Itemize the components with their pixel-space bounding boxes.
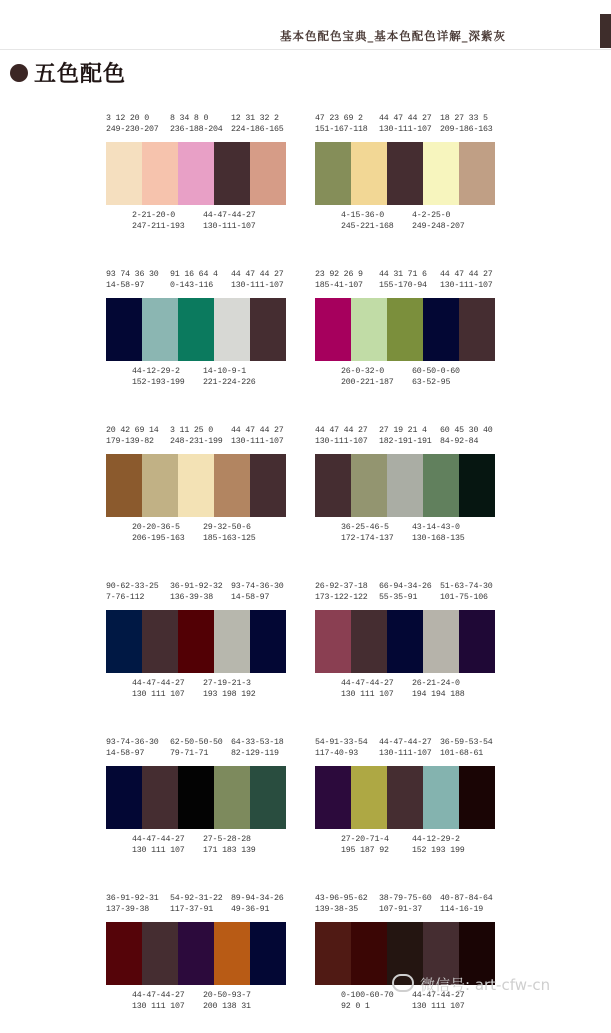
color-code-top	[315, 893, 379, 915]
color-swatch	[142, 298, 178, 361]
color-swatch	[315, 454, 351, 517]
cmyk-value: 4-15-36-0	[341, 211, 385, 220]
color-swatch	[250, 610, 286, 673]
rgb-value: 130 111 107	[341, 690, 394, 699]
cmyk-value: 3 11 25 0	[170, 426, 214, 435]
color-code-top	[231, 737, 295, 759]
swatch-strip	[315, 610, 495, 673]
color-code-top	[106, 425, 170, 447]
color-code-top	[379, 581, 443, 603]
color-swatch	[250, 142, 286, 205]
rgb-value: 130-111-107	[440, 281, 493, 290]
cmyk-value: 20-50-93-7	[203, 991, 251, 1000]
rgb-value: 173-122-122	[315, 593, 368, 602]
palette-group	[315, 425, 497, 565]
cmyk-value: 44 31 71 6	[379, 270, 427, 279]
cmyk-value: 43-14-43-0	[412, 523, 460, 532]
color-swatch	[351, 922, 387, 985]
color-swatch	[351, 766, 387, 829]
rgb-value: 179-139-82	[106, 437, 154, 446]
color-swatch	[315, 766, 351, 829]
rgb-value: 200 138 31	[203, 1002, 251, 1011]
color-code-bottom	[132, 366, 196, 388]
rgb-value: 7-76-112	[106, 593, 145, 602]
color-code-bottom	[341, 678, 405, 700]
color-code-bottom	[132, 678, 196, 700]
color-code-top	[440, 581, 504, 603]
rgb-value: 55-35-91	[379, 593, 418, 602]
cmyk-value: 44-47-44-27	[379, 738, 432, 747]
cmyk-value: 89-94-34-26	[231, 894, 284, 903]
color-code-top	[106, 269, 170, 291]
color-code-bottom	[412, 366, 476, 388]
color-swatch	[351, 142, 387, 205]
color-swatch	[106, 298, 142, 361]
color-code-top	[379, 893, 443, 915]
rgb-value: 130-111-107	[231, 437, 284, 446]
breadcrumb-header: 基本色配色宝典_基本色配色详解_深紫灰	[280, 29, 506, 43]
cmyk-value: 43-96-95-62	[315, 894, 368, 903]
cmyk-value: 18 27 33 5	[440, 114, 488, 123]
color-code-bottom	[412, 210, 476, 232]
rgb-value: 193 198 192	[203, 690, 256, 699]
rgb-value: 130-111-107	[379, 125, 432, 134]
rgb-value: 221-224-226	[203, 378, 256, 387]
rgb-value: 172-174-137	[341, 534, 394, 543]
swatch-strip	[106, 610, 286, 673]
color-swatch	[106, 766, 142, 829]
cmyk-value: 54-91-33-54	[315, 738, 368, 747]
color-code-bottom	[341, 210, 405, 232]
cmyk-value: 12 31 32 2	[231, 114, 279, 123]
rgb-value: 171 183 139	[203, 846, 256, 855]
rgb-value: 206-195-163	[132, 534, 185, 543]
color-swatch	[178, 454, 214, 517]
cmyk-value: 0-100-60-70	[341, 991, 394, 1000]
watermark	[392, 974, 602, 996]
color-code-bottom	[341, 366, 405, 388]
cmyk-value: 66-94-34-26	[379, 582, 432, 591]
color-code-bottom	[412, 522, 476, 544]
palette-group	[106, 893, 288, 1033]
color-code-top	[170, 581, 234, 603]
palette-group	[106, 269, 288, 409]
color-swatch	[387, 298, 423, 361]
cmyk-value: 40-87-84-64	[440, 894, 493, 903]
swatch-strip	[315, 766, 495, 829]
color-code-top	[231, 113, 295, 135]
rgb-value: 247-211-193	[132, 222, 185, 231]
palette-group	[315, 737, 497, 877]
header-accent-bar	[600, 14, 611, 48]
cmyk-value: 93-74-36-30	[106, 738, 159, 747]
color-swatch	[106, 142, 142, 205]
cmyk-value: 36-25-46-5	[341, 523, 389, 532]
rgb-value: 130-111-107	[315, 437, 368, 446]
color-code-bottom	[412, 678, 476, 700]
color-swatch	[214, 454, 250, 517]
cmyk-value: 44-12-29-2	[132, 367, 180, 376]
color-swatch	[315, 142, 351, 205]
color-swatch	[387, 142, 423, 205]
color-code-bottom	[203, 210, 267, 232]
cmyk-value: 26-21-24-0	[412, 679, 460, 688]
color-code-top	[440, 737, 504, 759]
rgb-value: 130 111 107	[412, 1002, 465, 1011]
color-code-bottom	[341, 522, 405, 544]
swatch-strip	[106, 922, 286, 985]
color-swatch	[387, 454, 423, 517]
cmyk-value: 44-12-29-2	[412, 835, 460, 844]
rgb-value: 185-163-125	[203, 534, 256, 543]
color-swatch	[142, 610, 178, 673]
cmyk-value: 44 47 44 27	[440, 270, 493, 279]
color-swatch	[142, 454, 178, 517]
rgb-value: 130 111 107	[132, 846, 185, 855]
palette-group	[106, 581, 288, 721]
color-swatch	[142, 922, 178, 985]
palette-group	[315, 269, 497, 409]
rgb-value: 137-39-38	[106, 905, 150, 914]
cmyk-value: 27-19-21-3	[203, 679, 251, 688]
header-divider	[0, 49, 611, 50]
color-swatch	[387, 766, 423, 829]
wechat-icon	[392, 974, 414, 992]
rgb-value: 63-52-95	[412, 378, 451, 387]
color-swatch	[423, 766, 459, 829]
cmyk-value: 36-91-92-31	[106, 894, 159, 903]
color-swatch	[214, 298, 250, 361]
rgb-value: 14-58-97	[231, 593, 270, 602]
color-swatch	[315, 610, 351, 673]
section-title: 五色配色	[34, 62, 127, 87]
color-swatch	[459, 454, 495, 517]
rgb-value: 185-41-107	[315, 281, 363, 290]
rgb-value: 155-170-94	[379, 281, 427, 290]
rgb-value: 130 111 107	[132, 690, 185, 699]
cmyk-value: 36-91-92-32	[170, 582, 223, 591]
color-swatch	[250, 766, 286, 829]
cmyk-value: 60 45 30 40	[440, 426, 493, 435]
cmyk-value: 23 92 26 9	[315, 270, 363, 279]
color-code-top	[106, 113, 170, 135]
bullet-icon	[10, 64, 28, 82]
cmyk-value: 26-92-37-18	[315, 582, 368, 591]
color-swatch	[214, 766, 250, 829]
cmyk-value: 44 47 44 27	[379, 114, 432, 123]
color-swatch	[351, 610, 387, 673]
cmyk-value: 44 47 44 27	[315, 426, 368, 435]
cmyk-value: 27 19 21 4	[379, 426, 427, 435]
rgb-value: 249-230-207	[106, 125, 159, 134]
cmyk-value: 3 12 20 0	[106, 114, 150, 123]
color-swatch	[459, 766, 495, 829]
cmyk-value: 44 47 44 27	[231, 426, 284, 435]
rgb-value: 136-39-38	[170, 593, 214, 602]
rgb-value: 14-58-97	[106, 749, 145, 758]
rgb-value: 245-221-168	[341, 222, 394, 231]
rgb-value: 152-193-199	[132, 378, 185, 387]
color-code-top	[170, 893, 234, 915]
color-code-top	[170, 113, 234, 135]
color-code-top	[231, 269, 295, 291]
color-code-top	[440, 113, 504, 135]
color-code-top	[315, 737, 379, 759]
rgb-value: 182-191-191	[379, 437, 432, 446]
rgb-value: 130-168-135	[412, 534, 465, 543]
cmyk-value: 47 23 69 2	[315, 114, 363, 123]
color-code-top	[379, 425, 443, 447]
cmyk-value: 20-20-36-5	[132, 523, 180, 532]
color-swatch	[315, 298, 351, 361]
palette-group	[106, 425, 288, 565]
color-swatch	[459, 298, 495, 361]
swatch-strip	[315, 298, 495, 361]
rgb-value: 84-92-84	[440, 437, 479, 446]
color-code-bottom	[203, 366, 267, 388]
rgb-value: 117-37-91	[170, 905, 214, 914]
color-swatch	[351, 454, 387, 517]
cmyk-value: 14-10-9-1	[203, 367, 247, 376]
color-swatch	[315, 922, 351, 985]
palette-group	[106, 113, 288, 253]
watermark-text: 微信号: art-cfw-cn	[420, 976, 551, 994]
rgb-value: 117-40-93	[315, 749, 359, 758]
color-swatch	[106, 610, 142, 673]
color-code-bottom	[203, 678, 267, 700]
cmyk-value: 60-50-0-60	[412, 367, 460, 376]
cmyk-value: 62-50-50-50	[170, 738, 223, 747]
color-code-bottom	[203, 834, 267, 856]
color-swatch	[423, 142, 459, 205]
rgb-value: 114-16-19	[440, 905, 484, 914]
cmyk-value: 44 47 44 27	[231, 270, 284, 279]
cmyk-value: 44-47-44-27	[341, 679, 394, 688]
cmyk-value: 93-74-36-30	[231, 582, 284, 591]
cmyk-value: 27-5-28-28	[203, 835, 251, 844]
color-swatch	[178, 610, 214, 673]
color-code-top	[315, 113, 379, 135]
rgb-value: 130-111-107	[379, 749, 432, 758]
cmyk-value: 44-47-44-27	[132, 679, 185, 688]
cmyk-value: 4-2-25-0	[412, 211, 451, 220]
color-code-top	[170, 425, 234, 447]
rgb-value: 92 0 1	[341, 1002, 370, 1011]
color-code-bottom	[132, 522, 196, 544]
color-swatch	[106, 922, 142, 985]
rgb-value: 248-231-199	[170, 437, 223, 446]
rgb-value: 107-91-37	[379, 905, 423, 914]
color-swatch	[214, 922, 250, 985]
cmyk-value: 51-63-74-30	[440, 582, 493, 591]
color-code-bottom	[203, 990, 267, 1012]
cmyk-value: 8 34 8 0	[170, 114, 209, 123]
color-code-top	[315, 581, 379, 603]
color-code-top	[315, 425, 379, 447]
color-code-top	[106, 893, 170, 915]
color-swatch	[178, 922, 214, 985]
color-code-top	[231, 425, 295, 447]
color-code-top	[440, 425, 504, 447]
rgb-value: 130-111-107	[231, 281, 284, 290]
cmyk-value: 54-92-31-22	[170, 894, 223, 903]
swatch-strip	[106, 142, 286, 205]
color-swatch	[423, 610, 459, 673]
cmyk-value: 36-59-53-54	[440, 738, 493, 747]
color-swatch	[423, 454, 459, 517]
rgb-value: 152 193 199	[412, 846, 465, 855]
color-code-top	[231, 581, 295, 603]
cmyk-value: 2-21-20-0	[132, 211, 176, 220]
cmyk-value: 64-33-53-18	[231, 738, 284, 747]
rgb-value: 101-68-61	[440, 749, 484, 758]
color-swatch	[250, 298, 286, 361]
palette-group	[106, 737, 288, 877]
color-code-bottom	[132, 834, 196, 856]
rgb-value: 151-167-118	[315, 125, 368, 134]
rgb-value: 49-36-91	[231, 905, 270, 914]
color-code-bottom	[341, 834, 405, 856]
color-swatch	[423, 298, 459, 361]
rgb-value: 200-221-187	[341, 378, 394, 387]
rgb-value: 0-143-116	[170, 281, 214, 290]
rgb-value: 82-129-119	[231, 749, 279, 758]
color-code-top	[106, 737, 170, 759]
color-code-top	[170, 269, 234, 291]
color-swatch	[178, 766, 214, 829]
color-code-bottom	[132, 990, 196, 1012]
cmyk-value: 26-0-32-0	[341, 367, 385, 376]
rgb-value: 249-248-207	[412, 222, 465, 231]
color-swatch	[387, 610, 423, 673]
rgb-value: 224-186-165	[231, 125, 284, 134]
rgb-value: 130 111 107	[132, 1002, 185, 1011]
color-code-top	[231, 893, 295, 915]
cmyk-value: 90-62-33-25	[106, 582, 159, 591]
cmyk-value: 93 74 36 30	[106, 270, 159, 279]
color-code-top	[440, 893, 504, 915]
color-code-top	[379, 113, 443, 135]
color-swatch	[214, 610, 250, 673]
rgb-value: 139-38-35	[315, 905, 359, 914]
color-code-top	[315, 269, 379, 291]
swatch-strip	[315, 454, 495, 517]
color-code-bottom	[203, 522, 267, 544]
cmyk-value: 20 42 69 14	[106, 426, 159, 435]
rgb-value: 195 187 92	[341, 846, 389, 855]
color-code-top	[170, 737, 234, 759]
color-swatch	[178, 298, 214, 361]
color-code-bottom	[132, 210, 196, 232]
cmyk-value: 44-47-44-27	[412, 991, 465, 1000]
cmyk-value: 27-20-71-4	[341, 835, 389, 844]
color-swatch	[250, 454, 286, 517]
cmyk-value: 44-47-44-27	[132, 991, 185, 1000]
swatch-strip	[106, 454, 286, 517]
cmyk-value: 29-32-50-6	[203, 523, 251, 532]
rgb-value: 236-188-204	[170, 125, 223, 134]
color-code-bottom	[412, 834, 476, 856]
color-code-top	[106, 581, 170, 603]
color-code-top	[379, 269, 443, 291]
color-code-top	[440, 269, 504, 291]
color-swatch	[142, 142, 178, 205]
rgb-value: 101-75-106	[440, 593, 488, 602]
cmyk-value: 44-47-44-27	[203, 211, 256, 220]
color-swatch	[351, 298, 387, 361]
color-swatch	[214, 142, 250, 205]
color-swatch	[106, 454, 142, 517]
swatch-strip	[106, 766, 286, 829]
color-swatch	[178, 142, 214, 205]
rgb-value: 14-58-97	[106, 281, 145, 290]
cmyk-value: 38-79-75-60	[379, 894, 432, 903]
color-swatch	[142, 766, 178, 829]
palette-group	[315, 581, 497, 721]
palette-group	[315, 113, 497, 253]
cmyk-value: 91 16 64 4	[170, 270, 218, 279]
color-code-top	[379, 737, 443, 759]
cmyk-value: 44-47-44-27	[132, 835, 185, 844]
rgb-value: 79-71-71	[170, 749, 209, 758]
palette-group	[315, 893, 497, 1033]
color-swatch	[250, 922, 286, 985]
swatch-strip	[106, 298, 286, 361]
color-swatch	[459, 610, 495, 673]
rgb-value: 209-186-163	[440, 125, 493, 134]
rgb-value: 194 194 188	[412, 690, 465, 699]
swatch-strip	[315, 142, 495, 205]
rgb-value: 130-111-107	[203, 222, 256, 231]
color-swatch	[459, 142, 495, 205]
